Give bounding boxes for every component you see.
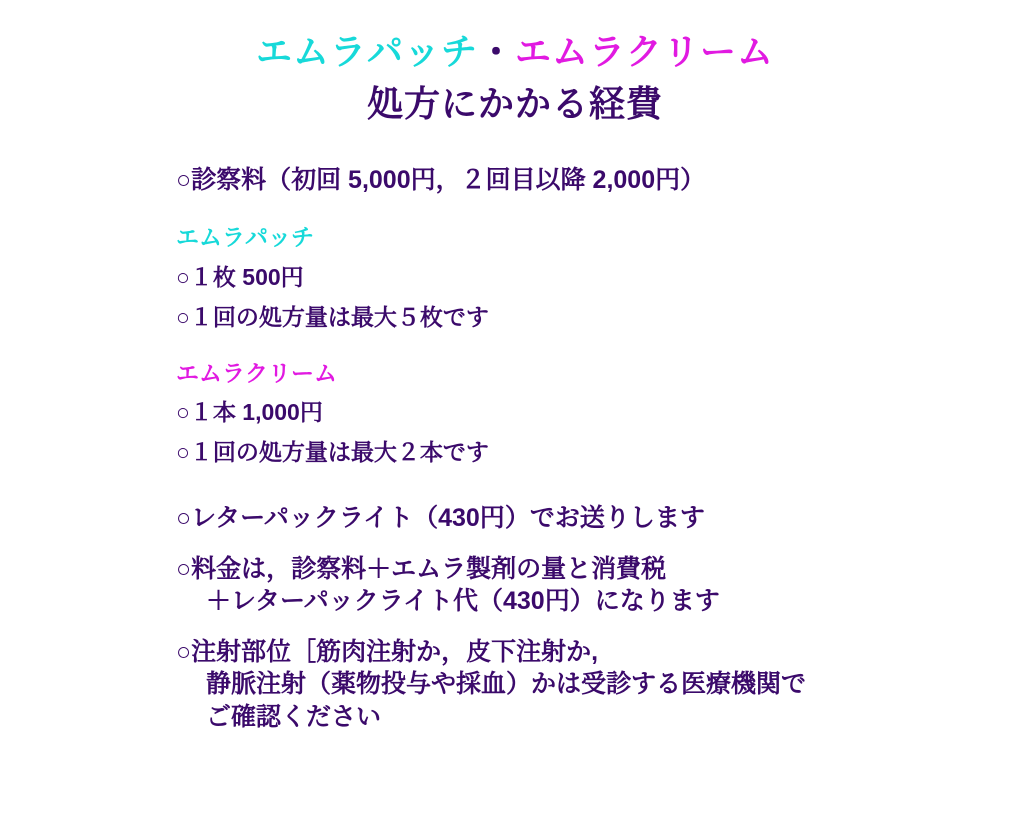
title-product-patch: エムラパッチ bbox=[255, 31, 478, 72]
title-product-cream: エムラクリーム bbox=[515, 31, 775, 72]
shipping-line: ○レターパックライト（430円）でお送りします bbox=[176, 504, 705, 533]
spacer bbox=[176, 535, 990, 553]
cream-limit-line: ○１回の処方量は最大２本です bbox=[176, 439, 489, 466]
injection-site-line-1: ○注射部位［筋肉注射か，皮下注射か, bbox=[176, 637, 599, 666]
injection-site-line-3: ご確認ください bbox=[206, 702, 382, 731]
title-separator: ・ bbox=[477, 31, 515, 72]
spacer bbox=[176, 293, 990, 303]
spacer bbox=[176, 253, 990, 263]
total-fee-line-1: ○料金は，診察料＋エムラ製剤の量と消費税 bbox=[176, 554, 667, 583]
spacer bbox=[176, 333, 990, 359]
spacer bbox=[176, 388, 990, 398]
cream-section-heading: エムラクリーム bbox=[176, 359, 337, 386]
patch-section-heading: エムラパッチ bbox=[176, 223, 314, 250]
title-block bbox=[0, 0, 1030, 130]
patch-price-line: ○１枚 500円 bbox=[176, 263, 304, 290]
cream-price-line: ○１本 1,000円 bbox=[176, 399, 323, 426]
patch-limit-line: ○１回の処方量は最大５枚です bbox=[176, 303, 489, 330]
spacer bbox=[176, 618, 990, 636]
injection-site-line-2: 静脈注射（薬物投与や採血）かは受診する医療機関で bbox=[206, 670, 807, 699]
document-body bbox=[0, 164, 1030, 733]
spacer bbox=[176, 468, 990, 502]
spacer bbox=[176, 197, 990, 223]
total-fee-line-2: ＋レターパックライト代（430円）になります bbox=[206, 587, 720, 616]
consultation-fee-line: ○診察料（初回 5,000円，２回目以降 2,000円） bbox=[176, 166, 706, 195]
spacer bbox=[176, 428, 990, 438]
document-title-line-2: 処方にかかる経費 bbox=[366, 83, 663, 125]
document-title-line-1 bbox=[0, 26, 1030, 78]
